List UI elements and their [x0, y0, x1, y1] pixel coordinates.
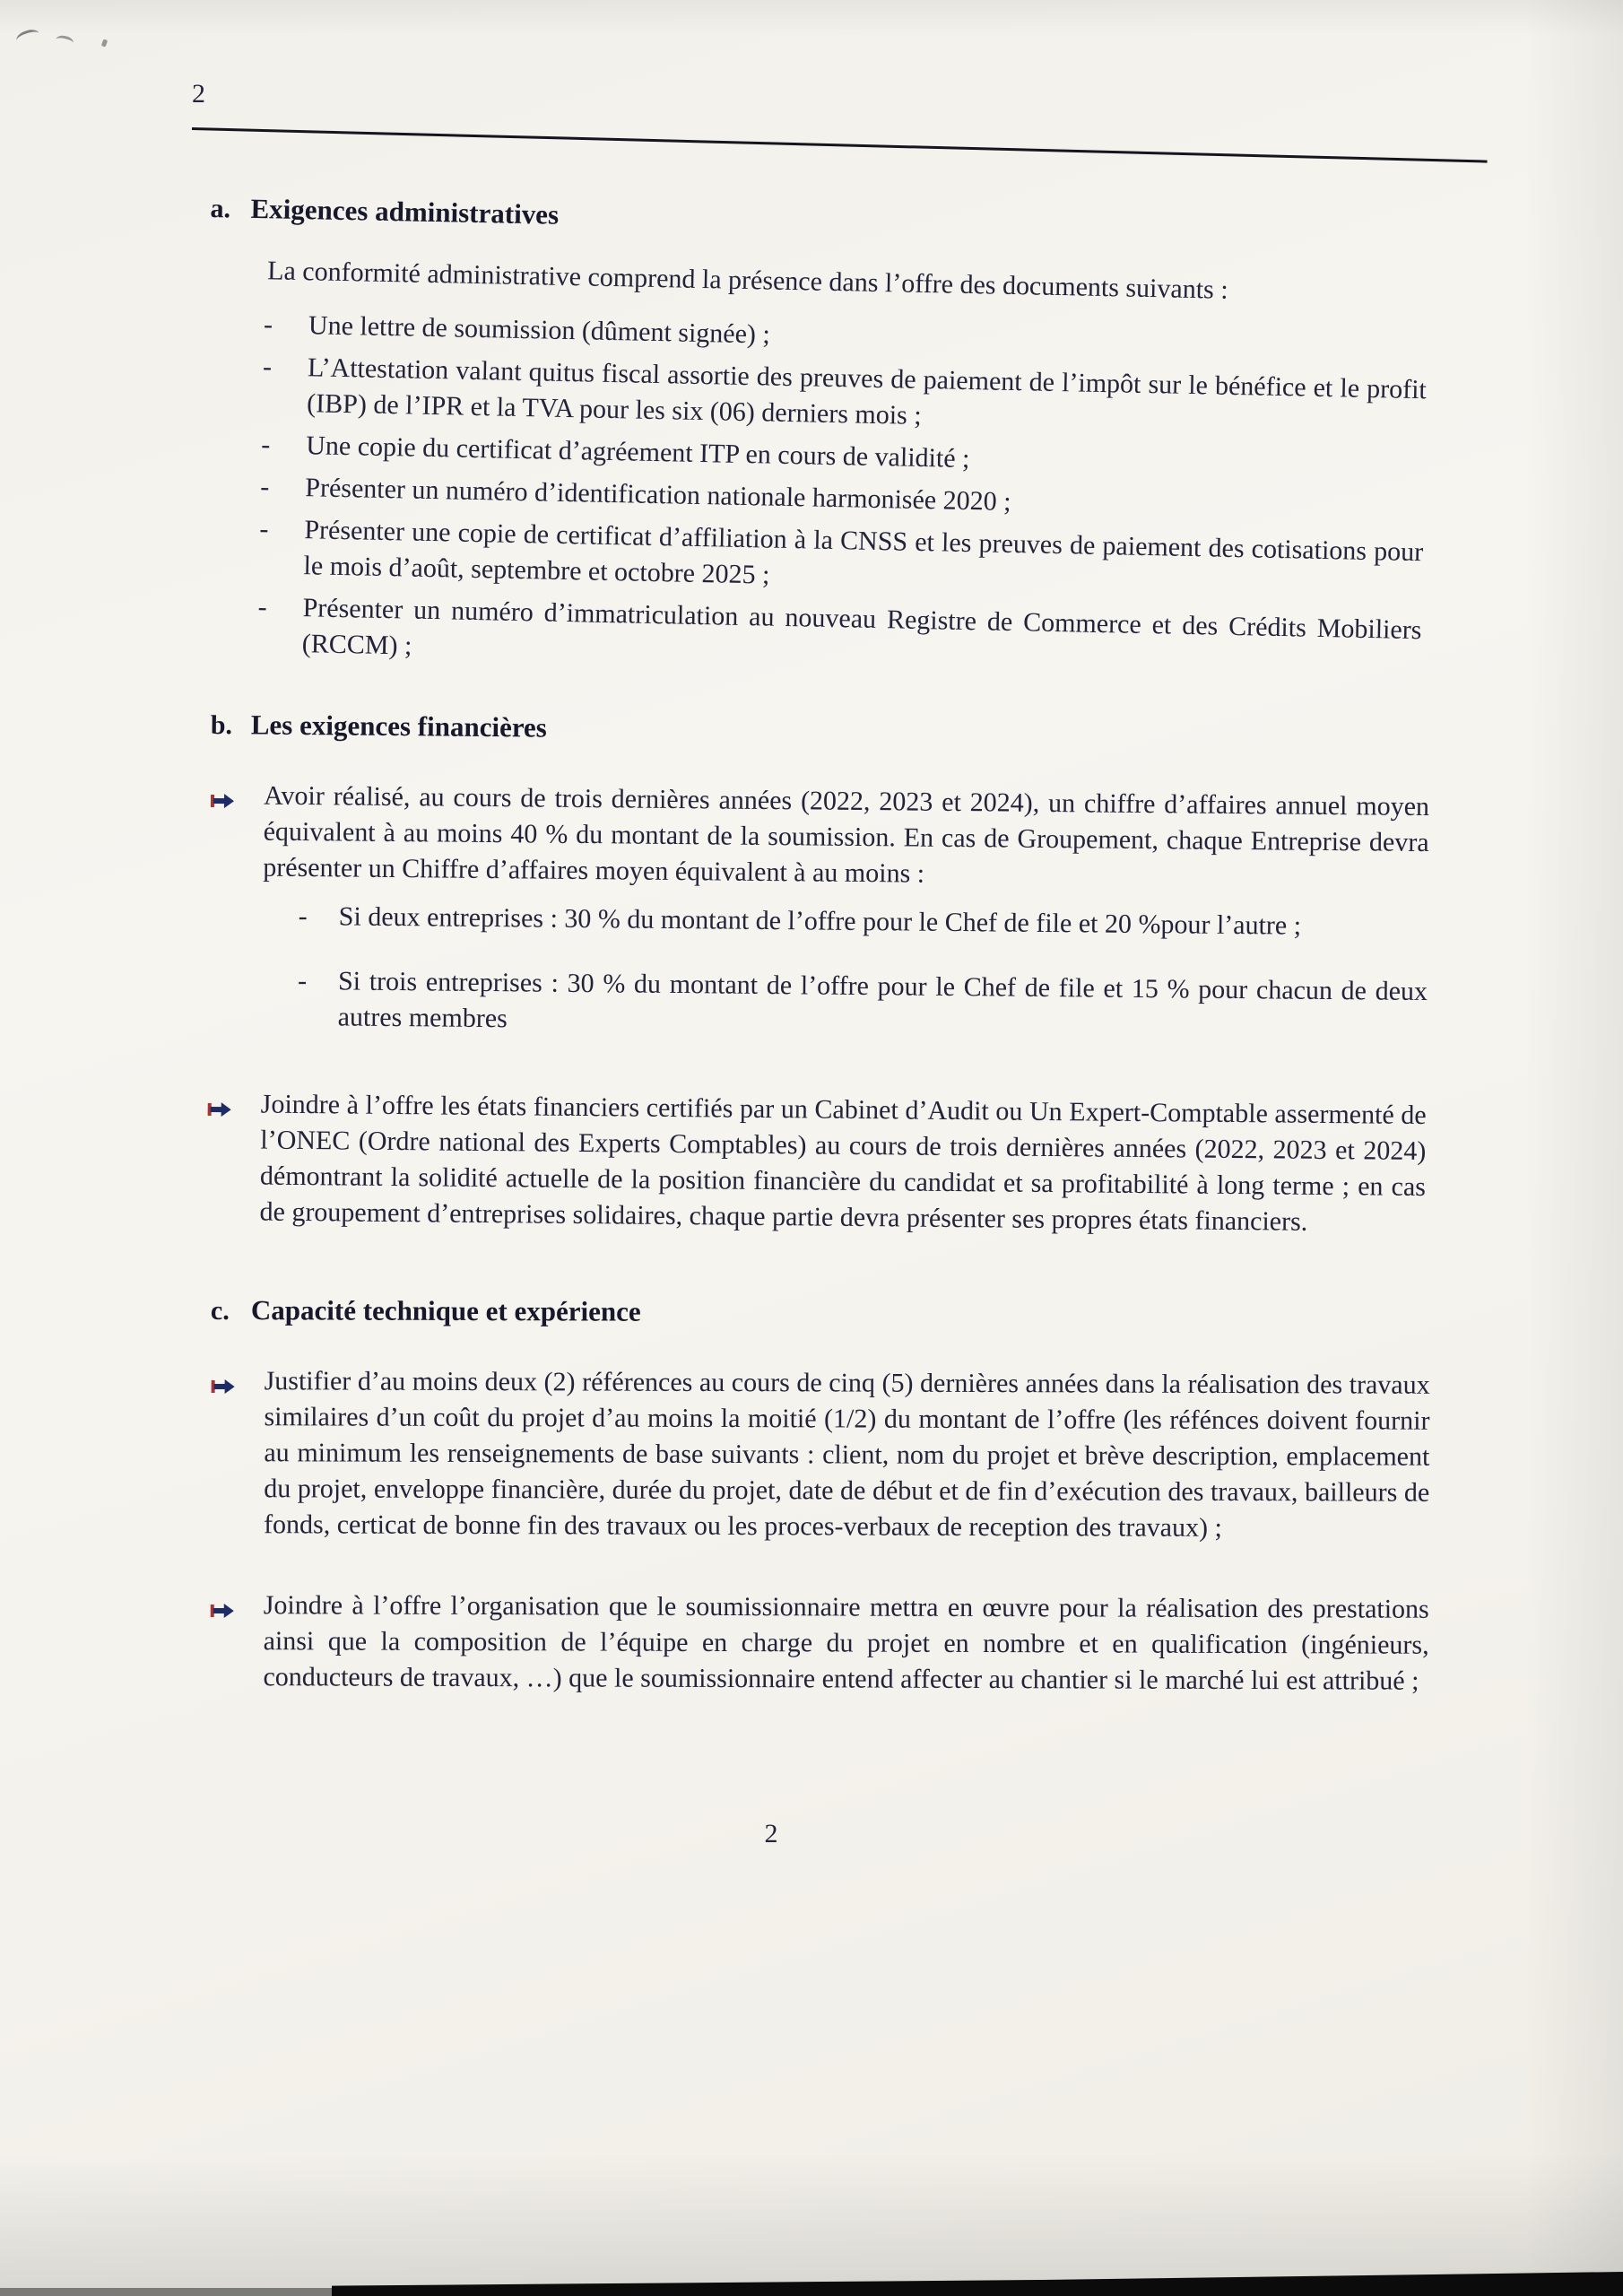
- section-a-label: a.: [210, 193, 231, 224]
- arrow-bullet-icon: [207, 778, 264, 1035]
- list-item-text: Présenter un numéro d’immatriculation au nouveau Registre de Commerce et des Crédits Mobiliers (RCCM) ;: [301, 593, 1422, 661]
- dash-bullet: -: [262, 352, 273, 382]
- section-a-title: Exigences administratives: [250, 192, 560, 230]
- list-item-text: Une copie du certificat d’agréement ITP en cours de validité ;: [305, 430, 970, 474]
- list-item-text: Joindre à l’offre les états financiers certifiés par un Cabinet d’Audit ou Un Expert-Comptable assermenté de l’ONEC (Ordre national des Experts Comptables) au cours de trois dernières années (2022, 2023 et 2024) démontrant la solidité actuelle de la position financière du candidat et sa profitabilité à long terme ; en cas de groupement d’entreprises solidaires, chaque partie devra présenter ses propres états financiers.: [259, 1089, 1427, 1237]
- dash-bullet: -: [260, 430, 271, 460]
- list-item-text: Justifier d’au moins deux (2) références au cours de cinq (5) dernières années dans la réalisation des travaux similaires d’un coût du projet d’au moins la moitié (1/2) du montant de l’offre (les réfénces doivent fournir au minimum les renseignements de base suivants : client, nom du projet et brève description, emplacement du projet, enveloppe financière, durée du projet, date de début et de fin d’exécution des travaux, bailleurs de fonds, certicat de bonne fin des travaux ou les proces-verbaux de reception des travaux) ;: [264, 1366, 1430, 1543]
- pen-mark-icon: [101, 39, 108, 47]
- footer-page-number: 2: [764, 1819, 778, 1848]
- section-a-list: [256, 307, 1428, 684]
- dash-bullet: -: [298, 900, 308, 932]
- section-a-intro: La conformité administrative comprend la présence dans l’offre des documents suivants :: [266, 256, 1228, 305]
- list-item: [210, 1363, 1430, 1547]
- section-c-title: Capacité technique et expérience: [250, 1294, 641, 1327]
- section-c-label: c.: [210, 1296, 230, 1326]
- sub-list-item: [299, 899, 1428, 945]
- section-technical-capacity: [209, 1292, 1430, 1700]
- list-item-text: L’Attestation valant quitus fiscal assortie des preuves de paiement de l’impôt sur le bénéfice et le profit (IBP) de l’IPR et la TVA pour les six (06) derniers mois ;: [306, 352, 1428, 430]
- section-financial-requirements: [205, 707, 1430, 1241]
- list-item-text: Une lettre de soumission (dûment signée) ;: [308, 310, 771, 350]
- list-item-text: Présenter une copie de certificat d’affiliation à la CNSS et les preuves de paiement des cotisations pour le mois d’août, septembre et octobre 2025 ;: [303, 515, 1424, 590]
- dash-bullet: -: [259, 514, 269, 544]
- dash-bullet: -: [257, 592, 268, 622]
- sub-list-item-text: Si trois entreprises : 30 % du montant de l’offre pour le Chef de file et 15 % pour chacun de deux autres membres: [337, 966, 1428, 1034]
- section-administrative-requirements: [201, 190, 1429, 684]
- section-a-heading: [210, 190, 1430, 251]
- dash-bullet: -: [297, 965, 308, 996]
- pen-mark-icon: [14, 27, 40, 46]
- dash-bullet: -: [263, 309, 273, 340]
- list-item-text: Présenter un numéro d’identification nationale harmonisée 2020 ;: [305, 473, 1011, 517]
- list-item-body: Avoir réalisé, au cours de trois dernières années (2022, 2023 et 2024), un chiffre d’affaires annuel moyen équivalent à au moins 40 % du montant de la soumission. En cas de Groupement, chaque Entreprise devra présenter un Chiffre d’affaires moyen équivalent à au moins :: [263, 780, 1430, 889]
- header-page-number: 2: [192, 79, 205, 109]
- arrow-bullet-icon: [205, 1086, 261, 1231]
- list-item-text: [261, 778, 1429, 1046]
- document-content: [211, 0, 1430, 1852]
- section-b-title: Les exigences financières: [250, 709, 547, 744]
- list-item-text: Joindre à l’offre l’organisation que le soumissionnaire mettra en œuvre pour la réalisation des prestations ainsi que la composition de l’équipe en charge du projet en nombre et en qualification (ingénieurs, conducteurs de travaux, …) que le soumissionnaire entend affecter au chantier si le marché lui est attribué ;: [263, 1590, 1429, 1696]
- pen-marks: [16, 23, 142, 59]
- sub-list-item-text: Si deux entreprises : 30 % du montant de l’offre pour le Chef de file et 20 %pour l’autre ;: [338, 901, 1302, 941]
- list-item: [209, 1587, 1428, 1700]
- scan-shading-bottom: [0, 2152, 1623, 2296]
- sub-list-item: [297, 963, 1428, 1046]
- list-item: [256, 589, 1421, 684]
- section-b-sublist: [297, 899, 1428, 1046]
- section-b-label: b.: [210, 709, 233, 741]
- arrow-bullet-icon: [210, 1363, 265, 1543]
- list-item: [207, 778, 1429, 1046]
- section-c-heading: [211, 1292, 1430, 1334]
- scan-edge-gray: [0, 2288, 386, 2296]
- pen-mark-icon: [55, 34, 74, 48]
- list-item: [205, 1086, 1426, 1241]
- arrow-bullet-icon: [209, 1587, 263, 1695]
- scan-shading-right: [1524, 0, 1623, 2296]
- section-b-heading: [211, 707, 1430, 755]
- dash-bullet: -: [260, 472, 270, 502]
